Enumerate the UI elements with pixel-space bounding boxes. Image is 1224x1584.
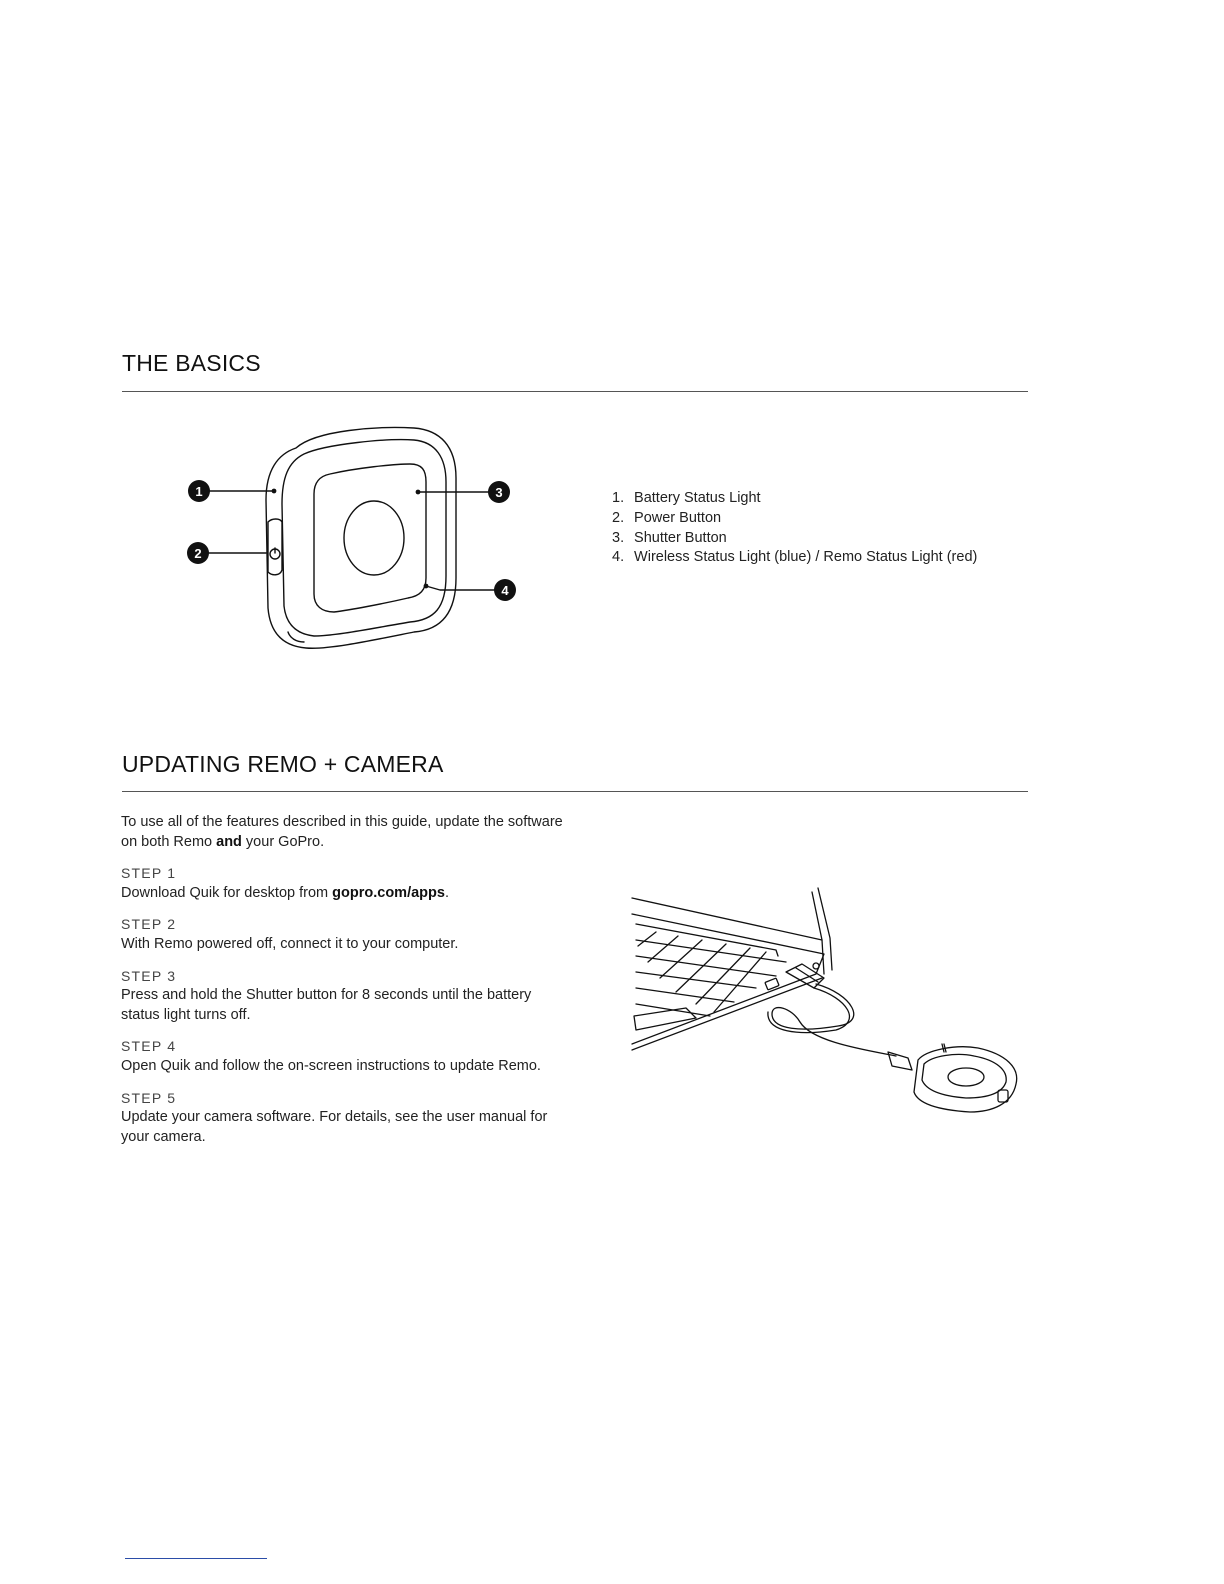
apps-link[interactable]: gopro.com/apps bbox=[332, 884, 445, 901]
remo-face-square bbox=[314, 464, 426, 612]
step-text: Press and hold the Shutter button for 8 seconds until the battery status light turns off. bbox=[121, 987, 532, 1023]
basics-heading: THE BASICS bbox=[122, 350, 261, 376]
step-3 bbox=[121, 967, 571, 1026]
shutter-button-shape bbox=[344, 501, 404, 575]
usb-cable bbox=[772, 984, 896, 1056]
step-label: STEP 5 bbox=[121, 1089, 177, 1106]
step-4 bbox=[121, 1037, 571, 1076]
step-5 bbox=[121, 1089, 571, 1148]
step-label: STEP 2 bbox=[121, 916, 177, 933]
list-item: 1. Battery Status Light bbox=[612, 490, 761, 506]
callout-3-label: 3 bbox=[495, 485, 503, 500]
list-item: 4. Wireless Status Light (blue) / Remo Status Light (red) bbox=[612, 549, 978, 566]
callout-1-label: 1 bbox=[195, 484, 203, 499]
step-label: STEP 4 bbox=[121, 1038, 177, 1055]
update-instructions bbox=[121, 813, 571, 1159]
callout-4-label: 4 bbox=[501, 583, 509, 598]
step-text: Update your camera software. For details, see the user manual for your camera. bbox=[121, 1109, 548, 1145]
callout-2-label: 2 bbox=[194, 546, 202, 561]
basics-divider bbox=[122, 391, 1028, 392]
remo-device-diagram bbox=[178, 418, 528, 658]
laptop-connection-diagram bbox=[626, 884, 1028, 1124]
list-item: 3. Shutter Button bbox=[612, 529, 727, 546]
step-text: Open Quik and follow the on-screen instructions to update Remo. bbox=[121, 1057, 541, 1074]
step-label: STEP 1 bbox=[121, 865, 177, 882]
footer-line bbox=[125, 1558, 267, 1559]
step-label: STEP 3 bbox=[121, 967, 177, 984]
list-item: 2. Power Button bbox=[612, 509, 722, 526]
step-text: Download Quik for desktop from gopro.com/apps. bbox=[121, 884, 449, 901]
intro-paragraph: To use all of the features described in this guide, update the software on both Remo and your GoPro. bbox=[121, 814, 563, 850]
step-2 bbox=[121, 915, 571, 954]
update-heading: UPDATING REMO + CAMERA bbox=[122, 751, 444, 777]
update-divider bbox=[122, 791, 1028, 792]
step-1 bbox=[121, 864, 571, 903]
step-text: With Remo powered off, connect it to your computer. bbox=[121, 935, 459, 952]
parts-list bbox=[612, 489, 977, 568]
power-button-shape bbox=[268, 519, 282, 575]
